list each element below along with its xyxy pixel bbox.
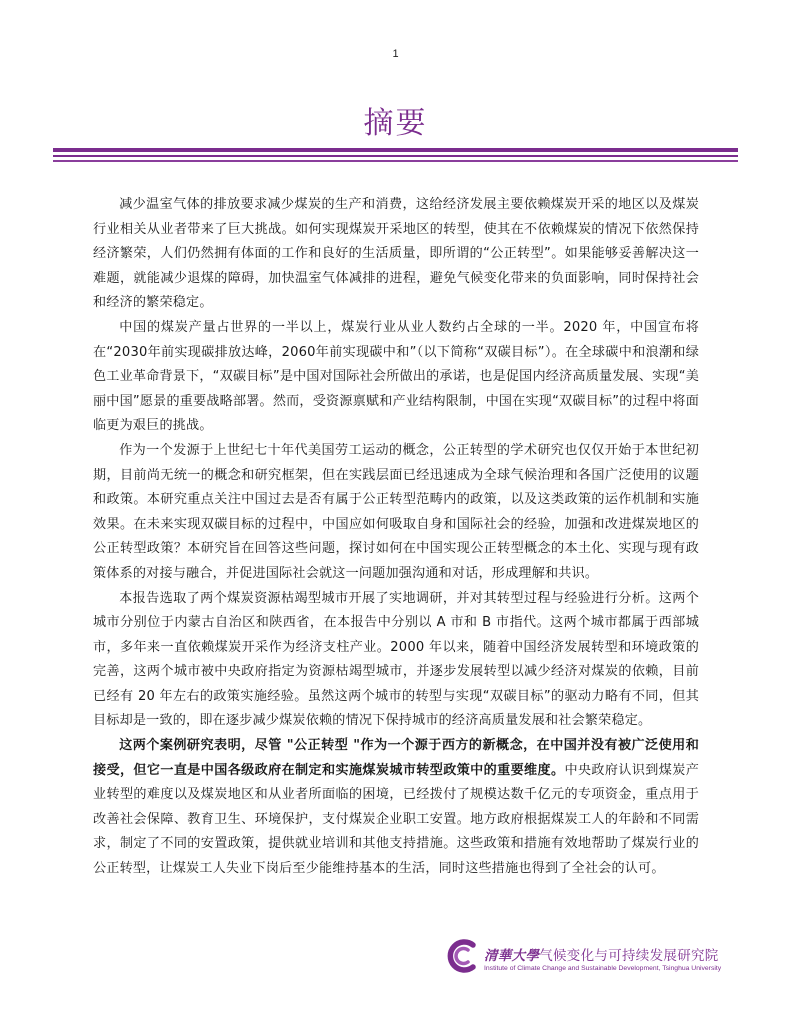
title-divider <box>53 148 738 152</box>
paragraph-1: 减少温室气体的排放要求减少煤炭的生产和消费，这给经济发展主要依赖煤炭开采的地区以及煤炭行业相关从业者带来了巨大挑战。如何实现煤炭开采地区的转型，使其在不依赖煤炭的情况下依然保持经济繁荣，人们仍然拥有体面的工作和良好的生活质量，即所谓的“公正转型”。如果能够妥善解决这一难题，就能减少退煤的障碍，加快温室气体减排的进程，避免气候变化带来的负面影响，同时保持社会和经济的繁荣稳定。 <box>93 197 699 311</box>
paragraph-4: 本报告选取了两个煤炭资源枯竭型城市开展了实地调研，并对其转型过程与经验进行分析。这两个城市分别位于内蒙古自治区和陕西省，在本报告中分别以 A 市和 B 市指代。这两个城市都属于西部城市，多年来一直依赖煤炭开采作为经济支柱产业。2000 年以来，随着中国经济发展转型和环境政策的完善，这两个城市被中央政府指定为资源枯竭型城市，并逐步发展转型以减少经济对煤炭的依赖，目前已经有 20 年左右的政策实施经验。虽然这两个城市的转型与实现“双碳目标”的驱动力略有不同，但其目标却是一致的，即在逐步减少煤炭依赖的情况下保持城市的经济高质量发展和社会繁荣稳定。 <box>93 590 699 729</box>
university-name-calligraphy: 清華大學 <box>484 948 540 964</box>
institute-name-english: Institute of Climate Change and Sustainable Development, Tsinghua University <box>484 965 722 972</box>
page-number: 1 <box>392 48 399 60</box>
paragraph-5 <box>93 734 699 882</box>
page-title: 摘要 <box>363 106 428 141</box>
abstract-body <box>93 193 699 882</box>
institute-c-logo-icon <box>446 938 480 974</box>
institute-name-rest: 气候变化与可持续发展研究院 <box>539 948 719 964</box>
title-divider-thin <box>53 155 738 157</box>
title-divider-thin-lower <box>53 160 738 162</box>
paragraph-5-bold-lead: 这两个案例研究表明，尽管 "公正转型 "作为一个源于西方的新概念，在中国并没有被广泛使用和接受，但它一直是中国各级政府在制定和实施煤炭城市转型政策中的重要维度。 <box>93 738 699 778</box>
institute-name-chinese <box>484 944 719 964</box>
paragraph-3: 作为一个发源于上世纪七十年代美国劳工运动的概念，公正转型的学术研究也仅仅开始于本世纪初期，目前尚无统一的概念和研究框架，但在实践层面已经迅速成为全球气候治理和各国广泛使用的议题和政策。本研究重点关注中国过去是否有属于公正转型范畴内的政策，以及这类政策的运作机制和实施效果。在未来实现双碳目标的过程中，中国应如何吸取自身和国际社会的经验，加强和改进煤炭地区的公正转型政策？本研究旨在回答这些问题，探讨如何在中国实现公正转型概念的本土化、实现与现有政策体系的对接与融合，并促进国际社会就这一问题加强沟通和对话，形成理解和共识。 <box>93 442 699 581</box>
institute-logo <box>446 938 722 978</box>
paragraph-2: 中国的煤炭产量占世界的一半以上，煤炭行业从业人数约占全球的一半。2020 年，中国宣布将在“2030年前实现碳排放达峰，2060年前实现碳中和”（以下简称“双碳目标”）。在全球碳中和浪潮和绿色工业革命背景下，“双碳目标”是中国对国际社会所做出的承诺，也是促国内经济高质量发展、实现“美丽中国”愿景的重要战略部署。然而，受资源禀赋和产业结构限制，中国在实现“双碳目标”的过程中将面临更为艰巨的挑战。 <box>93 319 699 434</box>
paragraph-5-text: 中央政府认识到煤炭产业转型的难度以及煤炭地区和从业者所面临的困境，已经拨付了规模达数千亿元的专项资金，重点用于改善社会保障、教育卫生、环境保护，支付煤炭企业职工安置。地方政府根据煤炭工人的年龄和不同需求，制定了不同的安置政策，提供就业培训和其他支持措施。这些政策和措施有效地帮助了煤炭行业的公正转型，让煤炭工人失业下岗后至少能维持基本的生活，同时这些措施也得到了全社会的认可。 <box>93 762 699 877</box>
